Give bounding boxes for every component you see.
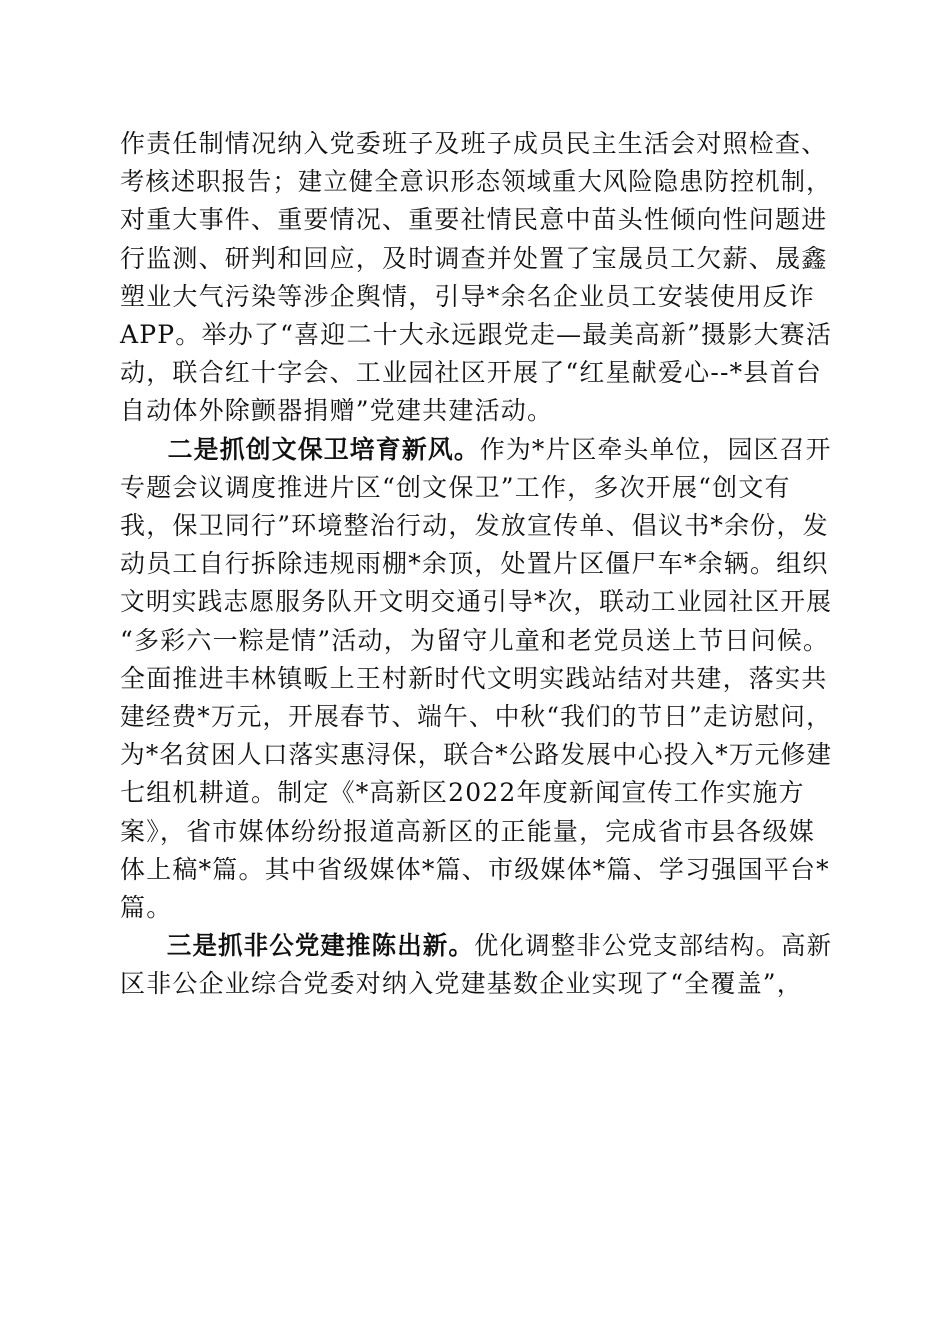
- text-line: “多彩六一粽是情”活动，为留守儿童和老党员送上节日问候。: [120, 625, 830, 655]
- text-line: 全面推进丰林镇畈上王村新时代文明实践站结对共建，落实共: [120, 663, 828, 693]
- text-line: APP。举办了“喜迎二十大永远跟党走—最美高新”摄影大赛活: [120, 320, 833, 350]
- section-heading: 三是抓非公党建推陈出新。: [166, 931, 474, 961]
- text-line: 自动体外除颤器捐赠”党建共建活动。: [120, 396, 554, 426]
- paragraph-party-building-risk: [120, 125, 832, 431]
- text-line: 我，保卫同行”环境整治行动，发放宣传单、倡议书*余份，发: [120, 511, 829, 541]
- text-line: 案》，省市媒体纷纷报道高新区的正能量，完成省市县各级媒: [120, 816, 815, 846]
- text-line: 考核述职报告；建立健全意识形态领域重大风险隐患防控机制，: [120, 167, 832, 197]
- text-line: 为*名贫困人口落实惠浔保，联合*公路发展中心投入*万元修建: [120, 740, 833, 770]
- text-line: 作责任制情况纳入党委班子及班子成员民主生活会对照检查、: [120, 129, 828, 158]
- text-line: 文明实践志愿服务队开文明交通引导*次，联动工业园社区开展: [120, 587, 833, 617]
- text-line: 对重大事件、重要情况、重要社情民意中苗头性倾向性问题进: [120, 205, 828, 235]
- paragraph-non-public-party-building: [120, 927, 832, 1003]
- text-fragment: 优化调整非公党支部结构。高新: [473, 931, 833, 961]
- text-fragment: 作为*片区牵头单位，园区召开: [479, 434, 832, 464]
- text-line: 区非公企业综合党委对纳入党建基数企业实现了“全覆盖”，: [120, 969, 803, 999]
- text-line-first: [120, 431, 832, 469]
- text-line: 动员工自行拆除违规雨棚*余顶，处置片区僵尸车*余辆。组织: [120, 549, 829, 579]
- text-line: 体上稿*篇。其中省级媒体*篇、市级媒体*篇、学习强国平台*: [120, 854, 830, 884]
- text-line: 篇。: [120, 893, 173, 923]
- text-line: 塑业大气污染等涉企舆情，引导*余名企业员工安装使用反诈: [120, 281, 815, 311]
- text-line: 行监测、研判和回应，及时调查并处置了宝晟员工欠薪、晟鑫: [120, 243, 828, 273]
- text-line: 七组机耕道。制定《*高新区2022年度新闻宣传工作实施方: [120, 778, 805, 808]
- text-line: 动，联合红十字会、工业园社区开展了“红星献爱心--*县首台: [120, 358, 822, 388]
- paragraph-civilization-campaign: [120, 431, 832, 928]
- text-line: 建经费*万元，开展春节、端午、中秋“我们的节日”走访慰问，: [120, 702, 832, 732]
- document-page: [120, 125, 832, 1004]
- text-line-first: [120, 927, 833, 965]
- text-line: 专题会议调度推进片区“创文保卫”工作，多次开展“创文有: [120, 472, 791, 502]
- section-heading: 二是抓创文保卫培育新风。: [167, 434, 480, 464]
